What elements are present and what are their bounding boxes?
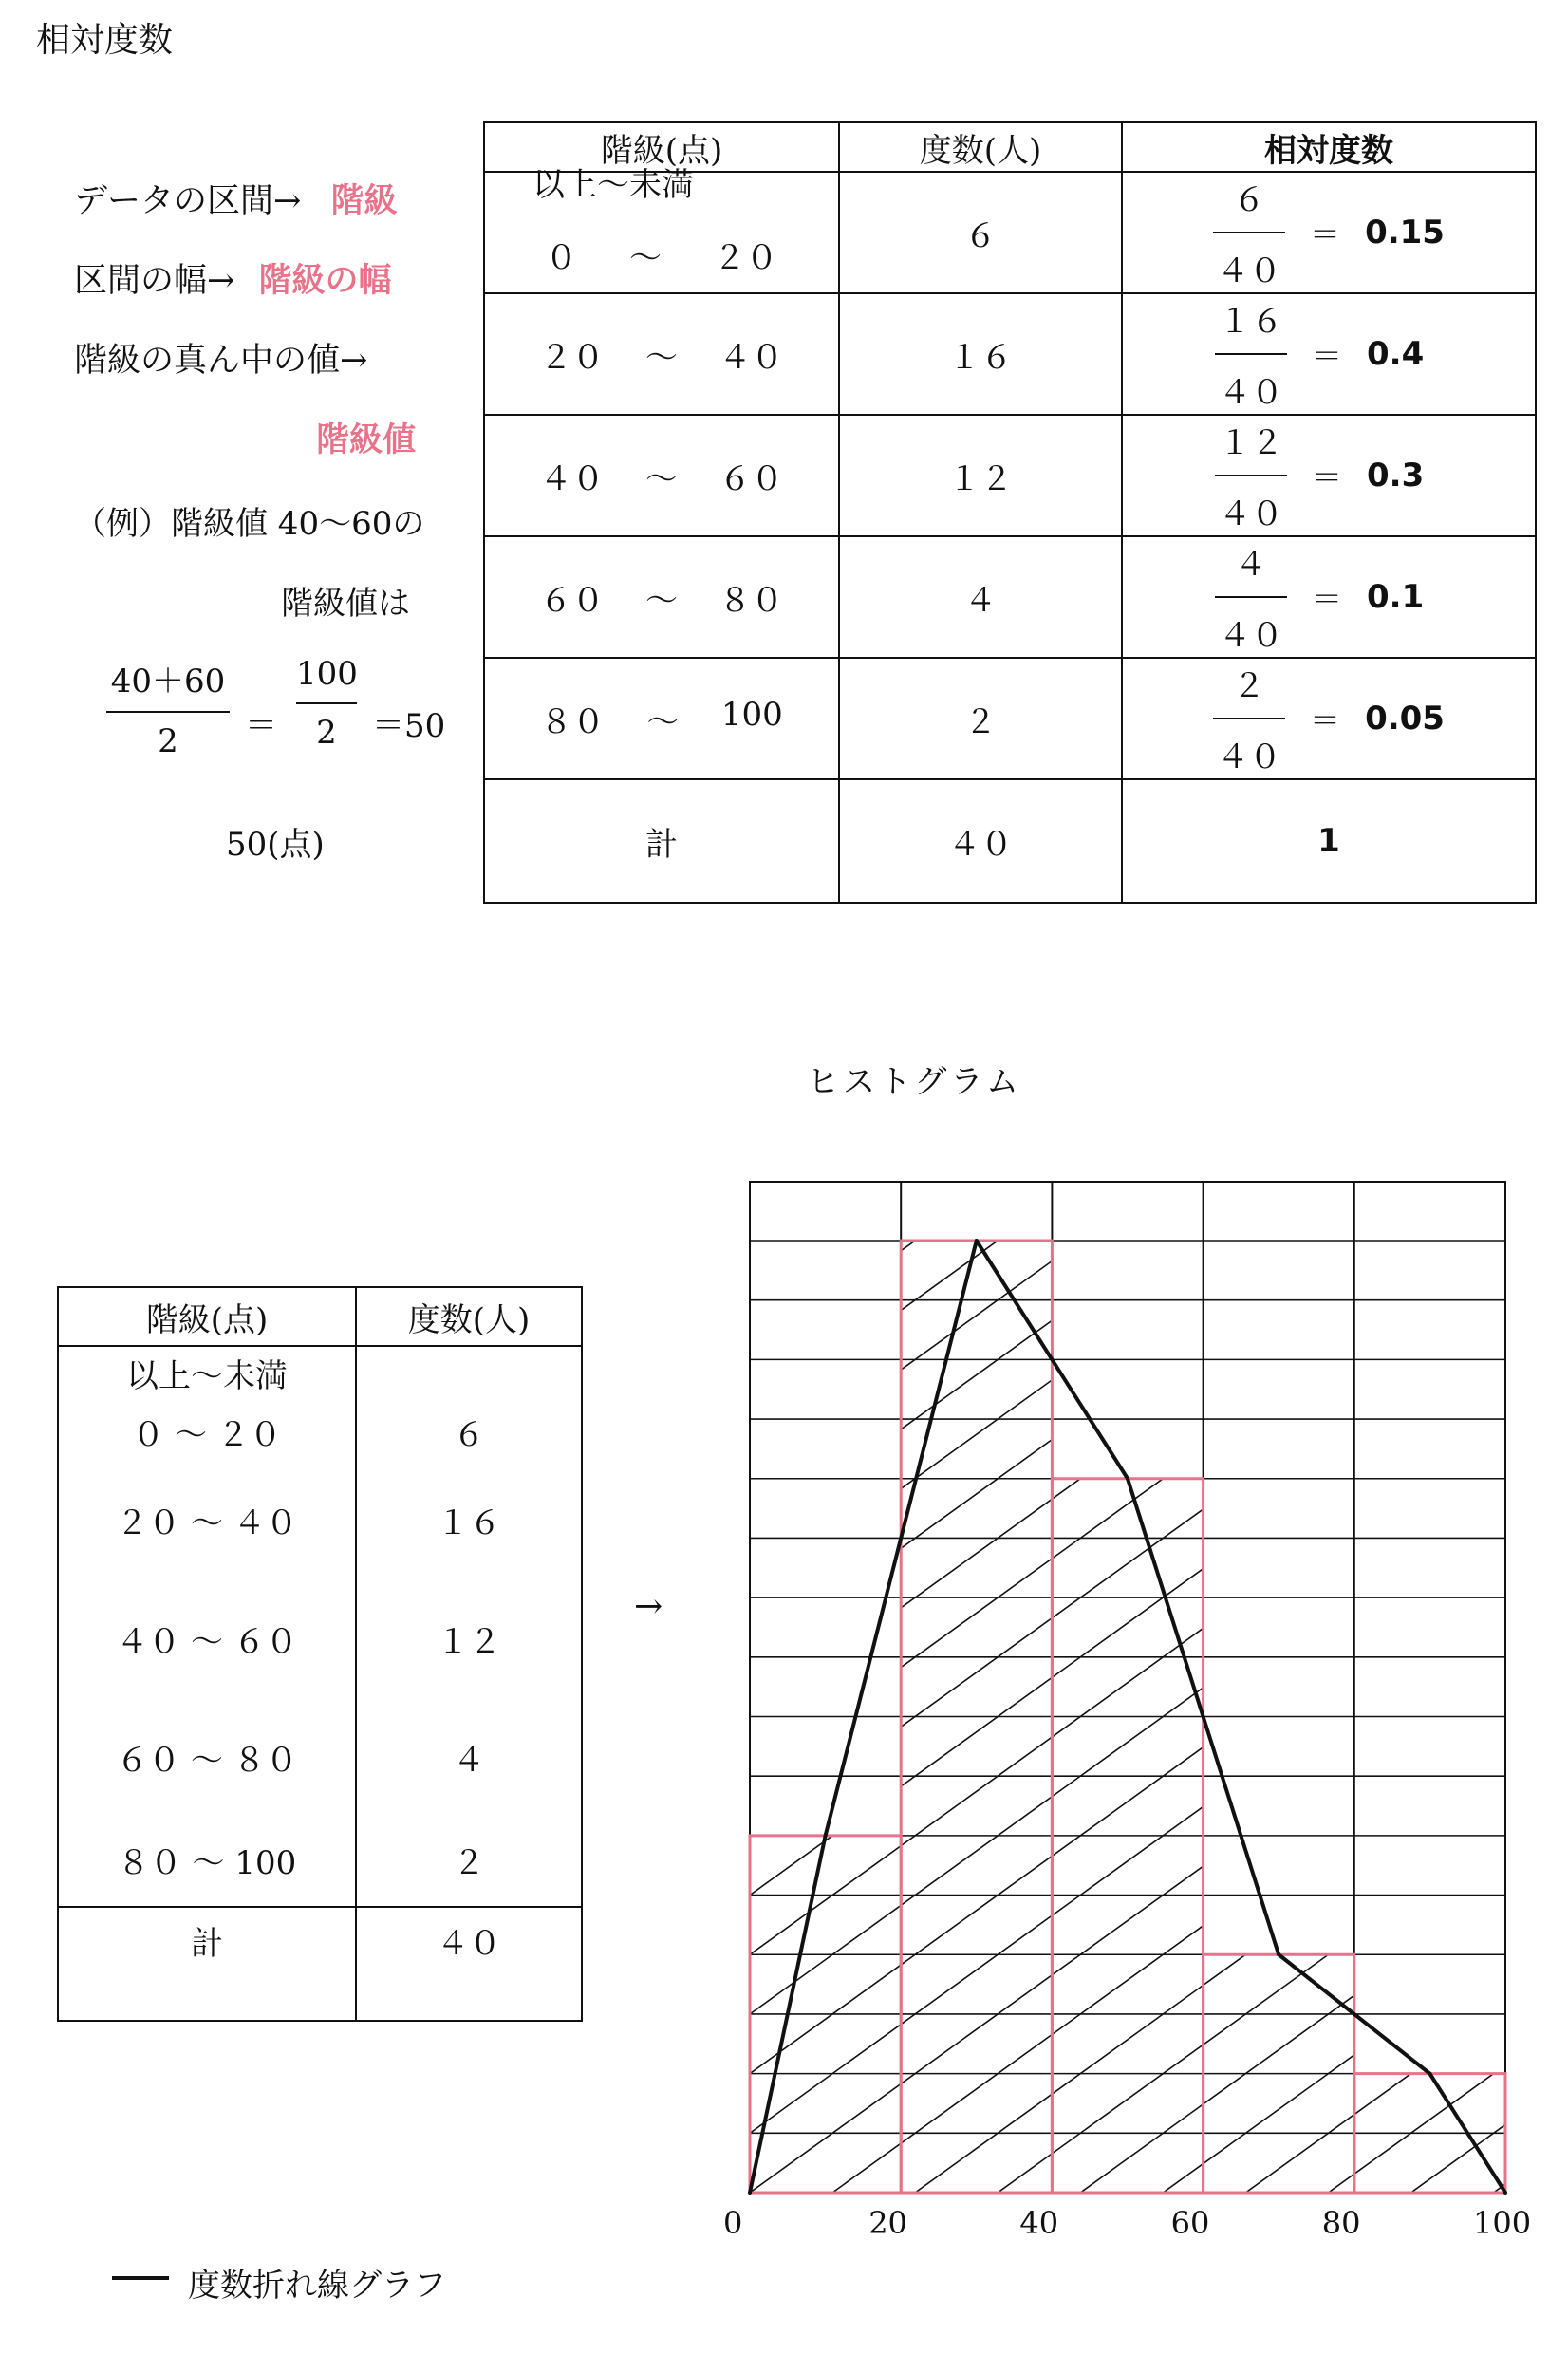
t1-subheader: 以上～未満	[532, 166, 694, 204]
example-fraction-2-denominator: 2	[316, 714, 337, 752]
polygon-point-6	[1503, 2191, 1507, 2195]
term-width-name: 階級の幅	[258, 262, 392, 300]
t1-row-0-den: ４０	[1217, 252, 1282, 290]
t1-row-1-eq: ＝	[1311, 338, 1342, 374]
polygon-point-3	[1126, 1477, 1129, 1481]
t1-row-3-freq: ４	[839, 536, 1122, 658]
example-fraction-2	[296, 655, 357, 752]
t1-row-1-to: ４０	[719, 338, 784, 377]
t1-row-3-rel: 0.1	[1367, 578, 1425, 616]
legend-line-icon	[112, 2276, 169, 2280]
relative-frequency-table	[483, 121, 1537, 904]
t2-total-label: 計	[58, 1907, 356, 2021]
example-fraction-1-denominator: 2	[158, 722, 178, 760]
t1-row-1	[484, 293, 1536, 415]
t2-total-freq: ４０	[356, 1907, 582, 2021]
t2-header-class: 階級(点)	[58, 1287, 356, 1346]
example-answer: 50(点)	[226, 826, 325, 864]
arrow-icon: →	[634, 1587, 663, 1626]
t1-row-2-to: ６０	[719, 459, 784, 498]
t1-row-4-to: 100	[720, 695, 783, 734]
t1-row-4-eq: ＝	[1310, 702, 1341, 738]
t2-row-1-class: ２０ ～ ４０	[116, 1504, 298, 1542]
t1-row-4	[484, 658, 1536, 779]
t1-row-1-num: １６	[1218, 303, 1283, 341]
t1-row-2-from: ４０	[539, 459, 605, 498]
t1-row-4-freq: ２	[839, 658, 1122, 779]
t1-row-0-tilde: ～	[628, 239, 662, 277]
t1-row-4-tilde: ～	[646, 702, 680, 741]
term-mid-name: 階級値	[316, 421, 417, 459]
t1-row-2-den: ４０	[1218, 495, 1283, 533]
example-fraction-1-numerator: 40＋60	[110, 663, 226, 700]
t1-row-3-tilde: ～	[644, 581, 678, 620]
example-result: ＝50	[372, 707, 446, 745]
t1-row-3	[484, 536, 1536, 658]
t1-row-3-eq: ＝	[1311, 581, 1342, 617]
t1-row-3-to: ８０	[719, 581, 784, 620]
polygon-point-4	[1277, 1952, 1280, 1956]
t2-row-0-freq: ６	[453, 1416, 485, 1454]
t1-total-label: 計	[484, 779, 839, 903]
polygon-point-0	[748, 2191, 752, 2195]
x-tick-label-3: 60	[1170, 2205, 1210, 2241]
page-title: 相対度数	[36, 21, 174, 60]
t1-row-0-rel: 0.15	[1365, 214, 1445, 252]
t1-row-3-num: ４	[1234, 546, 1267, 584]
example-fraction-1	[106, 655, 230, 760]
t1-row-1-freq: １６	[839, 293, 1122, 415]
histogram-chart	[702, 1153, 1532, 2241]
tick-layer	[723, 2205, 1531, 2241]
polygon-point-2	[975, 1239, 979, 1242]
x-tick-label-1: 20	[868, 2205, 907, 2241]
t2-header-freq: 度数(人)	[356, 1287, 582, 1346]
t1-header-class: 階級(点)	[484, 122, 839, 172]
t1-row-0-num: ６	[1233, 181, 1266, 219]
t2-row-3-freq: ４	[453, 1742, 485, 1780]
t2-subheader: 以上～未満	[126, 1357, 288, 1395]
t1-row-0-to: ２０	[713, 239, 778, 277]
frequency-table	[57, 1286, 583, 2022]
t1-row-1-den: ４０	[1218, 374, 1283, 412]
t2-row-4-freq: ２	[453, 1844, 485, 1882]
term-width	[74, 254, 391, 302]
t2-row-1-freq: １６	[437, 1504, 501, 1542]
t1-row-4-num: ２	[1233, 667, 1266, 705]
t1-row-4-from: ８０	[540, 702, 606, 741]
polygon-point-1	[824, 1834, 828, 1838]
example-line-1: （例）階級値 40～60の	[74, 505, 425, 543]
t1-row-0	[484, 172, 1536, 293]
t2-row-2-class: ４０ ～ ６０	[116, 1623, 298, 1661]
x-tick-label-5: 100	[1473, 2205, 1532, 2241]
t1-row-2-tilde: ～	[644, 459, 678, 498]
t2-row-0-class: ０ ～ ２０	[132, 1416, 282, 1454]
t1-row-2-num: １２	[1218, 424, 1283, 462]
t1-row-4-rel: 0.05	[1365, 700, 1445, 738]
histogram-title: ヒストグラム	[807, 1063, 1022, 1101]
t1-row-2	[484, 415, 1536, 536]
t1-row-3-from: ６０	[539, 581, 605, 620]
x-tick-label-2: 40	[1019, 2205, 1059, 2241]
t1-header-freq: 度数(人)	[839, 122, 1122, 172]
x-tick-label-0: 0	[723, 2205, 743, 2241]
t1-row-2-eq: ＝	[1311, 459, 1342, 495]
t1-row-0-from: ０	[545, 239, 578, 277]
t2-row-4-class: ８０ ～ 100	[117, 1844, 297, 1882]
example-fraction-2-numerator: 100	[296, 655, 358, 693]
example-equals: ＝	[245, 707, 277, 745]
t2-row-2-freq: １２	[437, 1623, 501, 1661]
t1-row-3-den: ４０	[1218, 617, 1283, 655]
x-tick-label-4: 80	[1321, 2205, 1361, 2241]
t1-row-1-from: ２０	[539, 338, 605, 377]
t1-row-2-rel: 0.3	[1367, 457, 1425, 495]
polygon-point-5	[1428, 2072, 1431, 2076]
t1-total-row	[484, 779, 1536, 903]
t1-total-freq: ４０	[839, 779, 1122, 903]
t1-row-1-tilde: ～	[644, 338, 678, 377]
term-interval-label: データの区間→	[74, 182, 302, 220]
example-line-2: 階級値は	[281, 585, 410, 623]
t1-row-0-freq: ６	[839, 172, 1122, 293]
term-mid-label: 階級の真ん中の値→	[74, 342, 368, 380]
t1-total-rel: 1	[1122, 779, 1536, 903]
t1-row-1-rel: 0.4	[1367, 335, 1425, 373]
term-width-label: 区間の幅→	[74, 262, 235, 300]
t2-row-3-class: ６０ ～ ８０	[116, 1742, 298, 1780]
legend-label: 度数折れ線グラフ	[188, 2267, 446, 2305]
term-interval-name: 階級	[330, 182, 398, 220]
t1-row-4-den: ４０	[1217, 738, 1282, 776]
term-interval	[74, 175, 397, 222]
t1-row-0-eq: ＝	[1310, 216, 1341, 252]
t1-row-2-freq: １２	[839, 415, 1122, 536]
t1-header-relative: 相対度数	[1122, 122, 1536, 172]
